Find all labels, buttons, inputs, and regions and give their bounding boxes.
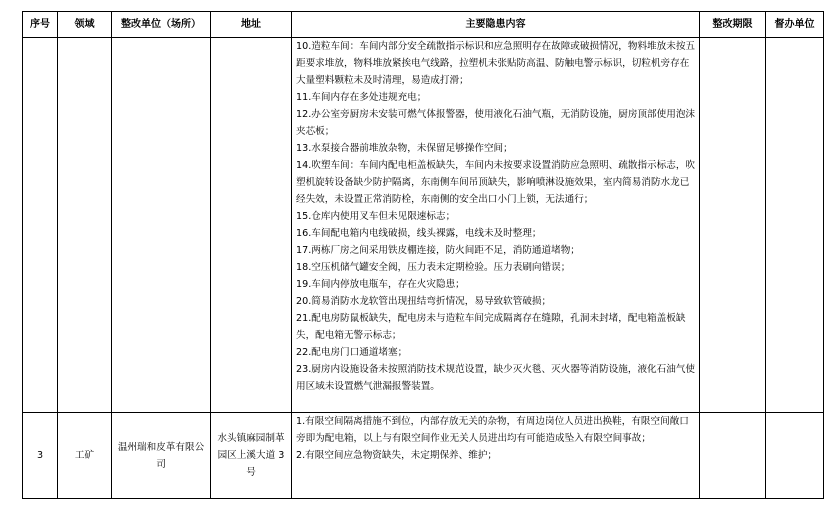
row1-unit-cell bbox=[112, 38, 211, 413]
row1-deadline-cell bbox=[700, 38, 766, 413]
issue-item: 13.水泵接合器前堆放杂物，未保留足够操作空间； bbox=[296, 143, 513, 154]
row2-supervisor-cell bbox=[766, 413, 824, 499]
row2-unit-cell bbox=[112, 413, 211, 499]
row1-supervisor-cell bbox=[766, 38, 824, 413]
issue-item: 22.配电房门口通道堵塞； bbox=[296, 347, 408, 358]
issue-item: 2.有限空间应急物资缺失，未定期保养、维护； bbox=[296, 450, 498, 461]
issue-item: 15.仓库内使用叉车但未见限速标志； bbox=[296, 211, 456, 222]
header-field: 领域 bbox=[58, 12, 112, 38]
header-supervisor: 督办单位 bbox=[766, 12, 824, 38]
row2-deadline-cell bbox=[700, 413, 766, 499]
row2-field-cell: 工矿 bbox=[58, 413, 112, 499]
issue-item: 1.有限空间隔离措施不到位，内部存放无关的杂物，有周边岗位人员进出换鞋，有限空间敞口旁即为配电箱，以上与有限空间作业无关人员进出均有可能造成坠入有限空间事故； bbox=[296, 416, 689, 444]
issue-item: 11.车间内存在多处违规充电； bbox=[296, 92, 427, 103]
row2-index-cell: 3 bbox=[23, 413, 58, 499]
header-index: 序号 bbox=[23, 12, 58, 38]
header-address: 地址 bbox=[211, 12, 292, 38]
row2-unit-text: 温州瑞和皮革有限公司 bbox=[117, 441, 205, 470]
header-issues: 主要隐患内容 bbox=[292, 12, 700, 38]
row1-field-cell bbox=[58, 38, 112, 413]
row1-address-cell bbox=[211, 38, 292, 413]
header-row bbox=[23, 12, 824, 38]
issue-item: 21.配电房防鼠板缺失，配电房未与造粒车间完成隔离存在缝隙，孔洞未封堵，配电箱盖板缺失，配电箱无警示标志； bbox=[296, 313, 686, 341]
header-deadline: 整改期限 bbox=[700, 12, 766, 38]
table-row bbox=[23, 38, 824, 413]
table-row bbox=[23, 413, 824, 499]
row1-issues-cell bbox=[292, 38, 700, 413]
row2-address-text: 水头镇麻园制革园区上溪大道 3 号 bbox=[217, 433, 285, 478]
issue-item: 14.吹塑车间：车间内配电柜盖板缺失，车间内未按要求设置消防应急照明、疏散指示标志，吹塑机旋转设备缺少防护隔离，东南侧车间吊顶缺失，影响喷淋设施效果，室内简易消防水龙已经失效，未设置正常消防栓，东南侧的安全出口小门上锁，无法通行； bbox=[296, 160, 696, 205]
hazard-table bbox=[22, 11, 824, 499]
row2-issues-cell bbox=[292, 413, 700, 499]
issue-item: 20.简易消防水龙软管出现扭结弯折情况，易导致软管破损； bbox=[296, 296, 552, 307]
issue-item: 10.造粒车间：车间内部分安全疏散指示标识和应急照明存在故障或破损情况，物料堆放未按五距要求堆放，物料堆放紧挨电气线路，拉塑机未张贴防高温、防触电警示标识，切粒机旁存在大量塑料颗粒未及时清理，易造成打滑； bbox=[296, 41, 696, 86]
issue-item: 18.空压机储气罐安全阀，压力表未定期检验。压力表刷向错误； bbox=[296, 262, 571, 273]
issue-item: 12.办公室旁厨房未安装可燃气体报警器，使用液化石油气瓶，无消防设施，厨房顶部使用泡沫夹芯板； bbox=[296, 109, 696, 137]
issue-item: 19.车间内停放电瓶车，存在火灾隐患； bbox=[296, 279, 465, 290]
row1-index-cell bbox=[23, 38, 58, 413]
issue-item: 17.两栋厂房之间采用铁皮棚连接，防火间距不足，消防通道堵物； bbox=[296, 245, 580, 256]
issue-item: 23.厨房内设施设备未按照消防技术规范设置，缺少灭火毯、灭火器等消防设施，液化石油气使用区域未设置燃气泄漏报警装置。 bbox=[296, 364, 696, 392]
header-unit: 整改单位（场所） bbox=[112, 12, 211, 38]
row2-address-cell bbox=[211, 413, 292, 499]
issue-item: 16.车间配电箱内电线破损，线头裸露，电线未及时整理； bbox=[296, 228, 542, 239]
